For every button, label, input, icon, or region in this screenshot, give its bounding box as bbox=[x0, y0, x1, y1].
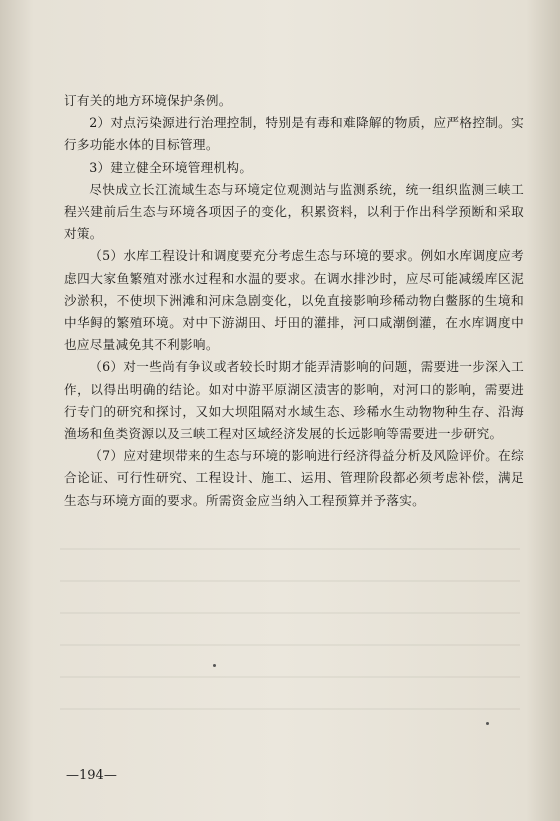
bleed-through-line bbox=[60, 644, 520, 646]
bleed-through-line bbox=[60, 580, 520, 582]
bleed-through-line bbox=[60, 548, 520, 550]
paragraph: 3）建立健全环境管理机构。 bbox=[89, 159, 253, 175]
paragraph: 尽快成立长江流域生态与环境定位观测站与监测系统，统一组织监测三峡工程兴建前后生态与环境各项因子的变化，积累资料，以利于作出科学预断和采取对策。 bbox=[64, 181, 524, 242]
paragraph: （6）对一些尚有争议或者较长时期才能弄清影响的问题，需要进一步深入工作，以得出明确的结论。如对中游平原湖区渍害的影响，对河口的影响，需要进行专门的研究和探讨，又如大坝阻隔对水域生态、珍稀水生动物物种生存、沿海渔场和鱼类资源以及三峡工程对区域经济发展的长远影响等需要进一步研究。 bbox=[64, 359, 524, 442]
bleed-through-line bbox=[60, 612, 520, 614]
paragraph: 订有关的地方环境保护条例。 bbox=[64, 93, 232, 108]
ink-speck bbox=[486, 722, 489, 725]
body-text bbox=[64, 90, 524, 512]
ink-speck bbox=[213, 664, 216, 667]
paragraph: 2）对点污染源进行治理控制，特别是有毒和难降解的物质，应严格控制。实行多功能水体的目标管理。 bbox=[64, 115, 524, 153]
paragraph: （5）水库工程设计和调度要充分考虑生态与环境的要求。例如水库调度应考虑四大家鱼繁殖对涨水过程和水温的要求。在调水排沙时，应尽可能减缓库区泥沙淤积，不使坝下洲滩和河床急剧变化，以免直接影响珍稀动物白鳖豚的生境和中华鲟的繁殖环境。对中下游湖田、圩田的灌排，河口咸潮倒灌，在水库调度中也应尽量减免其不利影响。 bbox=[64, 248, 524, 353]
bleed-through-line bbox=[60, 676, 520, 678]
paragraph: （7）应对建坝带来的生态与环境的影响进行经济得益分析及风险评价。在综合论证、可行性研究、工程设计、施工、运用、管理阶段都必须考虑补偿，满足生态与环境方面的要求。所需资金应当纳入工程预算并予落实。 bbox=[64, 448, 524, 508]
bleed-through-line bbox=[60, 708, 520, 710]
page-number: —194— bbox=[66, 768, 117, 783]
